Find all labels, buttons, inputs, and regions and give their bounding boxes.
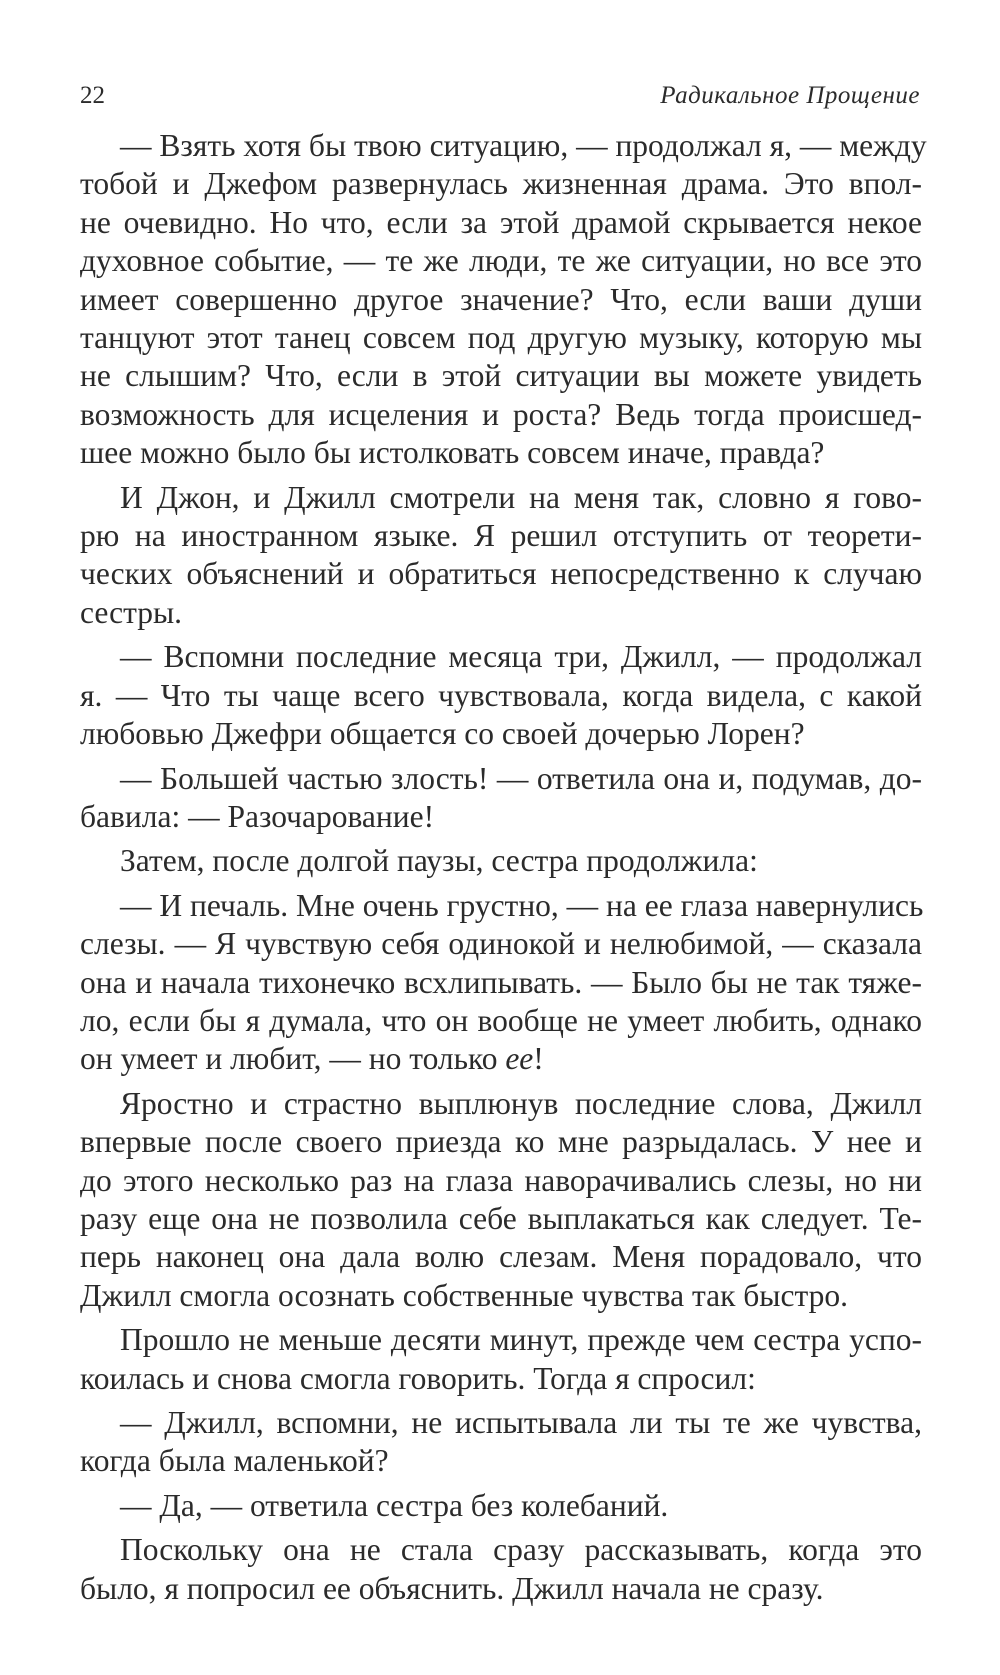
page-number: 22 [80, 82, 105, 109]
paragraph [80, 479, 922, 633]
text-line: рю на иностранном языке. Я решил отступить от теорети- [80, 518, 922, 554]
text-line: Джилл смогла осознать собственные чувства так быстро. [80, 1277, 848, 1313]
text-line: ло, если бы я думала, что он вообще не умеет любить, однако [80, 1002, 922, 1038]
text-line [80, 1040, 922, 1078]
text-line: коилась и снова смогла говорить. Тогда я спросил: [80, 1360, 756, 1396]
text-line: — И печаль. Мне очень грустно, — на ее глаза навернулись [120, 887, 924, 923]
emphasized-word: ее [505, 1041, 534, 1077]
text-line: она и начала тихонечко всхлипывать. — Было бы не так тяже- [80, 964, 922, 1000]
text-line: ческих объяснений и обратиться непосредственно к случаю [80, 556, 922, 592]
text-line: до этого несколько раз на глаза наворачивались слезы, но ни [80, 1162, 922, 1198]
text-line: Затем, после долгой паузы, сестра продолжила: [120, 843, 758, 879]
body-text [80, 127, 927, 1614]
paragraph [80, 842, 922, 880]
paragraph [80, 638, 922, 753]
text-line: любовью Джефри общается со своей дочерью Лорен? [80, 716, 805, 752]
text-fragment: он умеет и любит, — но только [80, 1041, 506, 1077]
text-line: — Большей частью злость! — ответила она и, подумав, до- [120, 760, 922, 796]
text-line: Яростно и страстно выплюнув последние слова, Джилл [120, 1085, 922, 1121]
text-line: когда была маленькой? [80, 1443, 389, 1479]
running-title: Радикальное Прощение [660, 82, 920, 109]
paragraph [80, 127, 927, 473]
text-line: я. — Что ты чаще всего чувствовала, когда видела, с какой [80, 677, 922, 713]
text-line: танцуют этот танец совсем под другую музыку, которую мы [80, 320, 922, 356]
text-line: перь наконец она дала волю слезам. Меня порадовало, что [80, 1239, 922, 1275]
text-line: впервые после своего приезда ко мне разрыдалась. У нее и [80, 1124, 922, 1160]
text-line: — Да, — ответила сестра без колебаний. [120, 1487, 669, 1523]
paragraph [80, 887, 922, 1079]
paragraph [80, 1085, 922, 1315]
text-line: И Джон, и Джилл смотрели на меня так, словно я гово- [120, 479, 922, 515]
paragraph [80, 1531, 922, 1608]
text-line: было, я попросил ее объяснить. Джилл начала не сразу. [80, 1570, 824, 1606]
text-line: имеет совершенно другое значение? Что, если ваши души [80, 281, 922, 317]
text-line: шее можно было бы истолковать совсем иначе, правда? [80, 435, 825, 471]
text-line: разу еще она не позволила себе выплакаться как следует. Те- [80, 1200, 922, 1236]
paragraph [80, 1487, 922, 1525]
paragraph [80, 1321, 922, 1398]
text-line: духовное событие, — те же люди, те же ситуации, но все это [80, 243, 922, 279]
text-line: — Вспомни последние месяца три, Джилл, — продолжал [120, 639, 922, 675]
text-line: не очевидно. Но что, если за этой драмой скрывается некое [80, 204, 922, 240]
text-line: сестры. [80, 594, 183, 630]
text-line: Поскольку она не стала сразу рассказывать, когда это [120, 1532, 922, 1568]
text-line: тобой и Джефом развернулась жизненная драма. Это впол- [80, 166, 922, 202]
page-header [80, 82, 920, 122]
text-line: слезы. — Я чувствую себя одинокой и нелюбимой, — сказала [80, 926, 922, 962]
text-fragment: ! [533, 1041, 544, 1077]
text-line: Прошло не меньше десяти минут, прежде чем сестра успо- [120, 1322, 922, 1358]
text-line: возможность для исцеления и роста? Ведь тогда происшед- [80, 396, 922, 432]
paragraph [80, 1404, 922, 1481]
text-line: бавила: — Разочарование! [80, 798, 435, 834]
text-line: — Взять хотя бы твою ситуацию, — продолжал я, — между [120, 128, 927, 163]
text-line: не слышим? Что, если в этой ситуации вы можете увидеть [80, 358, 922, 394]
paragraph [80, 760, 922, 837]
text-line: — Джилл, вспомни, не испытывала ли ты те же чувства, [120, 1405, 922, 1440]
